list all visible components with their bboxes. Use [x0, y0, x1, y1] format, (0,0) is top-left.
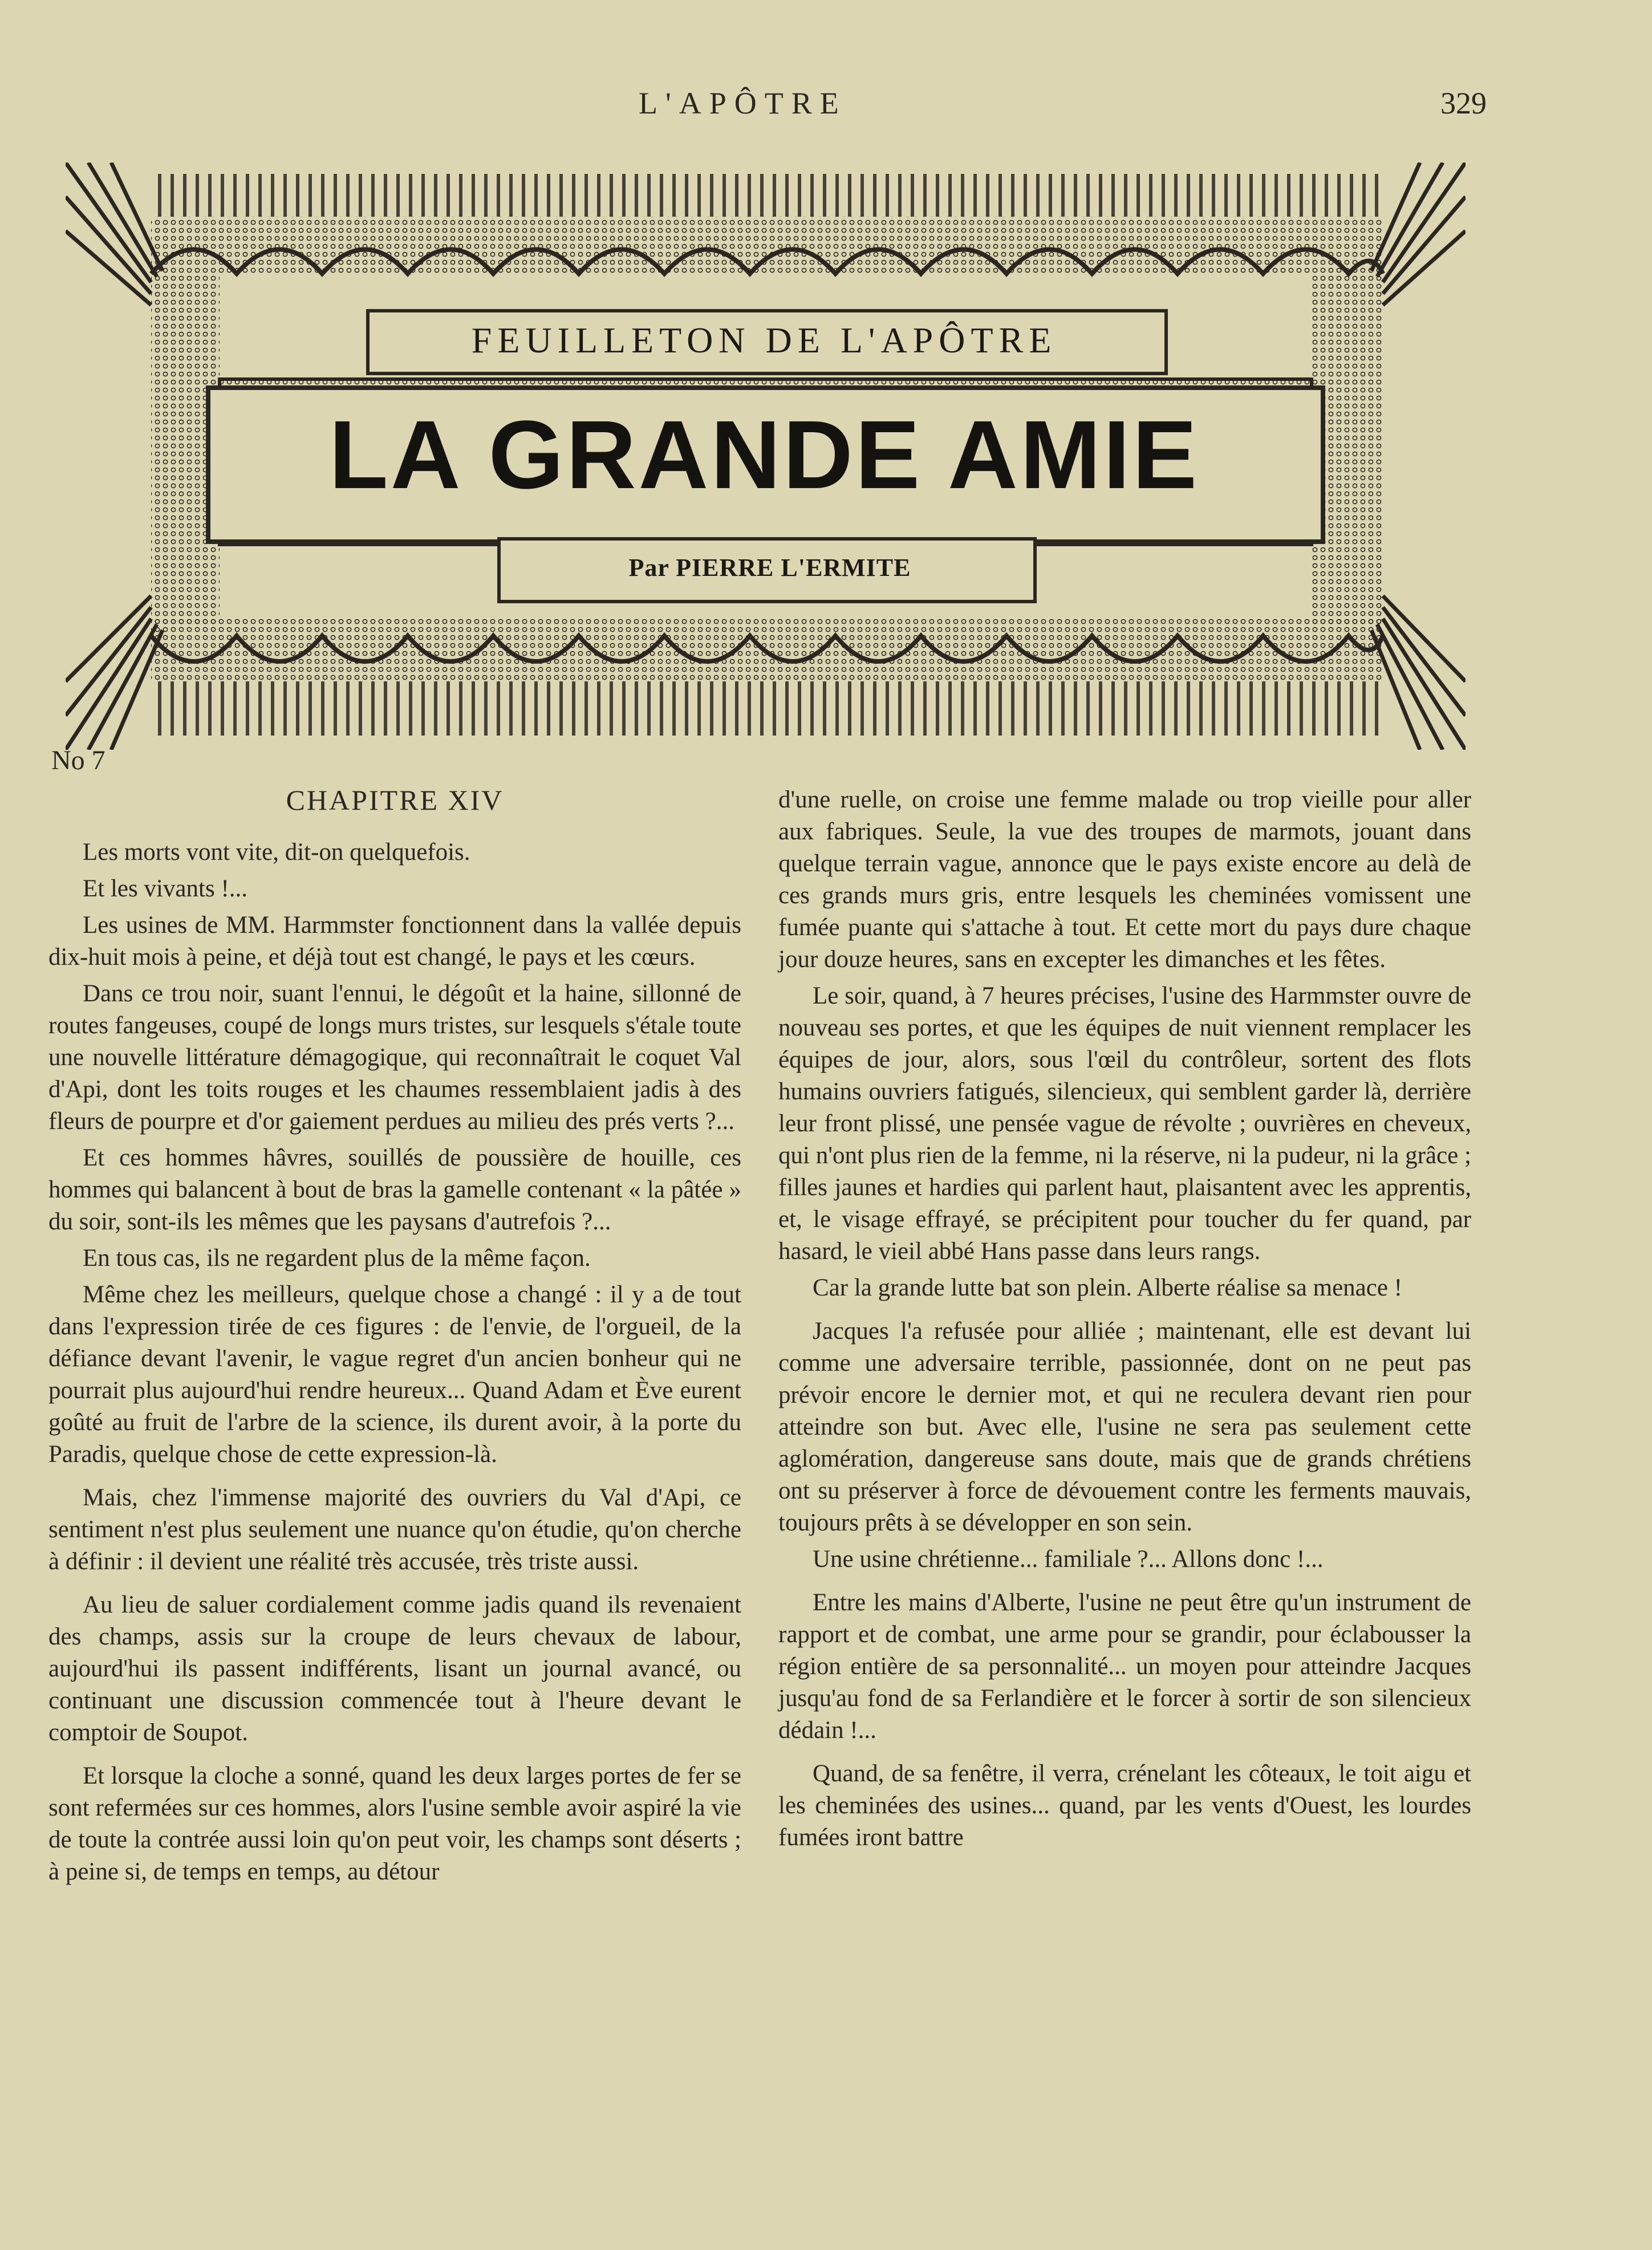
paragraph: Et ces hommes hâvres, souillés de poussière de houille, ces hommes qui balancent à bout de bras la gamelle contenant « la pâtée » du soir, sont-ils les mêmes que les paysans d'autrefois ?... — [48, 1144, 741, 1235]
author-byline: Par PIERRE L'ERMITE — [628, 554, 911, 582]
paragraph: Les morts vont vite, dit-on quelquefois. — [83, 839, 470, 866]
issue-number: No 7 — [51, 745, 105, 775]
page-number: 329 — [1440, 86, 1487, 120]
paragraph: Les usines de MM. Harmmster fonctionnent dans la vallée depuis dix-huit mois à peine, et déjà tout est changé, le pays et les cœurs. — [48, 912, 741, 970]
paragraph: En tous cas, ils ne regardent plus de la même façon. — [83, 1245, 591, 1272]
paragraph: Mais, chez l'immense majorité des ouvriers du Val d'Api, ce sentiment n'est plus seulement une nuance qu'on étudie, qu'on cherche à définir : il devient une réalité très accusée, très triste aussi. — [48, 1484, 741, 1575]
top-scallops — [151, 174, 1383, 274]
running-header — [0, 86, 1652, 125]
paragraph: Entre les mains d'Alberte, l'usine ne peut être qu'un instrument de rapport et de combat, une arme pour se grandir, pour éclabousser la région entière de sa personnalité... un moyen pour atteindre Jacques jusqu'au fond de sa Ferlandière et le forcer à sortir de son silencieux dédain !... — [778, 1589, 1471, 1744]
paragraph: Quand, de sa fenêtre, il verra, crénelant les côteaux, le toit aigu et les cheminées des usines... quand, par les vents d'Ouest, les lourdes fumées iront battre — [778, 1760, 1471, 1851]
serial-title: LA GRANDE AMIE — [328, 401, 1200, 509]
bottom-scallops — [151, 619, 1383, 736]
paragraph: Jacques l'a refusée pour alliée ; maintenant, elle est devant lui comme une adversaire terrible, passionnée, dont on ne peut pas prévoir encore le dernier mot, et qui ne reculera devant rien pour atteindre son but. Avec elle, l'usine ne sera pas seulement cette aglomération, dangereuse sans doute, mais que de grands chrétiens ont su préserver à force de dévouement contre les ferments mauvais, toujours prêts à se développer en son sein. — [778, 1318, 1471, 1536]
feuilleton-kicker: FEUILLETON DE L'APÔTRE — [471, 320, 1057, 360]
chapter-heading: CHAPITRE XIV — [286, 784, 504, 816]
paragraph: Même chez les meilleurs, quelque chose a changé : il y a de tout dans l'expression tirée de ces figures : de l'envie, de l'orgueil, de la défiance devant l'avenir, le vague regret d'un ancien bonheur qui ne pourrait plus aujourd'hui rendre heureux... Quand Adam et Ève eurent goûté au fruit de l'arbre de la science, ils durent avoir, à la porte du Paradis, quelque chose de cette expression-là. — [48, 1281, 741, 1468]
paragraph: Et lorsque la cloche a sonné, quand les deux larges portes de fer se sont refermées sur ces hommes, alors l'usine semble avoir aspiré la vie de toute la contrée aussi loin qu'on peut voir, les champs sont déserts ; à peine si, de temps en temps, au détour — [48, 1762, 741, 1885]
paragraph: d'une ruelle, on croise une femme malade ou trop vieille pour aller aux fabriques. Seule, la vue des troupes de marmots, jouant dans quelque terrain vague, annonce que le pays existe encore au delà de ces grands murs gris, entre lesquels les cheminées vomissent une fumée puante qui s'attache à tout. Et cette mort du pays dure chaque jour douze heures, sans en excepter les dimanches et les fêtes. — [778, 786, 1471, 973]
paragraph: Dans ce trou noir, suant l'ennui, le dégoût et la haine, sillonné de routes fangeuses, coupé de longs murs tristes, sur lesquels s'étale toute une nouvelle littérature démagogique, qui reconnaîtrait le coquet Val d'Api, dont les toits rouges et les chaumes ressemblaient jadis à des fleurs de pourpre et d'or gaiement perdues au milieu des prés verts ?... — [48, 980, 741, 1135]
paragraph: Le soir, quand, à 7 heures précises, l'usine des Harmmster ouvre de nouveau ses portes, et que les équipes de nuit viennent remplacer les équipes de jour, alors, sous l'œil du contrôleur, sortent des flots humains ouvriers fatigués, silencieux, qui semblent garder là, derrière leur front plissé, une pensée vague de révolte ; ouvrières en cheveux, qui n'ont plus rien de la femme, ni la réserve, ni la pudeur, ni la grâce ; filles jaunes et hardies qui parlent haut, plaisantent avec les apprentis, et, le visage effrayé, se précipitent pour toucher du fer quand, par hasard, le vieil abbé Hans passe dans leurs rangs. — [778, 982, 1471, 1265]
paragraph: Une usine chrétienne... familiale ?... Allons donc !... — [813, 1546, 1324, 1573]
paragraph: Au lieu de saluer cordialement comme jadis quand ils revenaient des champs, assis sur la croupe de leurs chevaux de labour, aujourd'hui ils passent indifférents, lisant un journal avancé, ou continuant une discussion commencée tout à l'heure devant le comptoir de Soupot. — [48, 1591, 741, 1746]
paragraph: Et les vivants !... — [83, 875, 248, 902]
text-column-right — [778, 784, 1471, 1858]
paragraph: Car la grande lutte bat son plein. Alberte réalise sa menace ! — [813, 1274, 1402, 1301]
text-column-left — [48, 784, 741, 1892]
running-title: L'APÔTRE — [639, 86, 847, 120]
